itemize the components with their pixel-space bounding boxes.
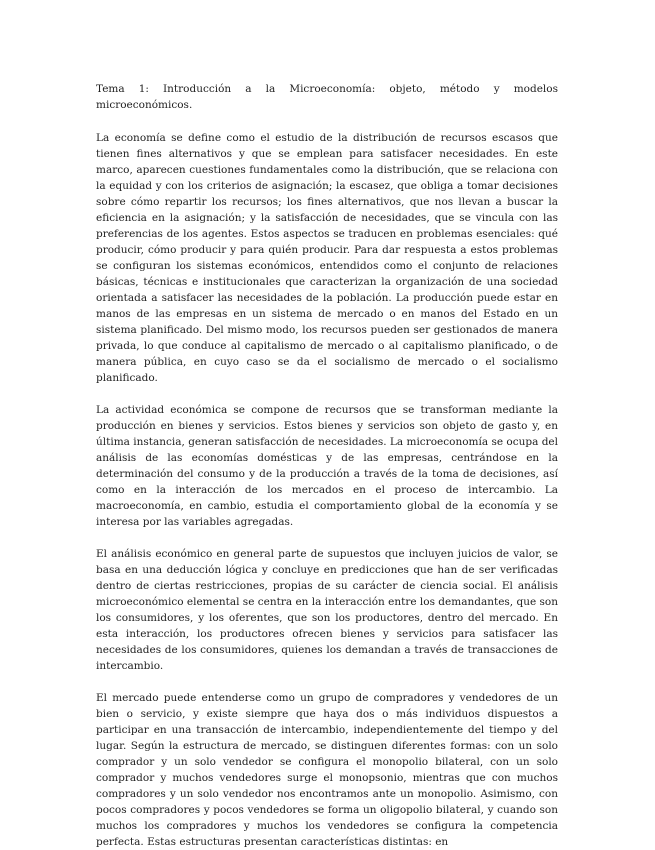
document-body bbox=[96, 81, 558, 850]
document-title: Tema 1: Introducción a la Microeconomía: objeto, método y modelos microeconómicos. bbox=[96, 83, 558, 111]
paragraph-economia-definicion: La economía se define como el estudio de la distribución de recursos escasos que tienen fines alternativos y que se emplean para satisfacer necesidades. En este marco, aparecen cuestiones fundamentales como la distribución, que se relaciona con la equidad y con los criterios de asignación; la escasez, que obliga a tomar decisiones sobre cómo repartir los recursos; los fines alternativos, que nos llevan a buscar la eficiencia en la asignación; y la satisfacción de necesidades, que se vincula con las preferencias de los agentes. Estos aspectos se traducen en problemas esenciales: qué producir, cómo producir y para quién producir. Para dar respuesta a estos problemas se configuran los sistemas económicos, entendidos como el conjunto de relaciones básicas, técnicas e institucionales que caracterizan la organización de una sociedad orientada a satisfacer las necesidades de la población. La producción puede estar en manos de las empresas en un sistema de mercado o en manos del Estado en un sistema planificado. Del mismo modo, los recursos pueden ser gestionados de manera privada, lo que conduce al capitalismo de mercado o al capitalismo planificado, o de manera pública, en cuyo caso se da el socialismo de mercado o el socialismo planificado. bbox=[96, 132, 558, 384]
paragraph-actividad-economica: La actividad económica se compone de recursos que se transforman mediante la producción en bienes y servicios. Estos bienes y servicios son objeto de gasto y, en última instancia, generan satisfacción de necesidades. La microeconomía se ocupa del análisis de las economías domésticas y de las empresas, centrándose en la determinación del consumo y de la producción a través de la toma de decisiones, así como en la interacción de los mercados en el proceso de intercambio. La macroeconomía, en cambio, estudia el comportamiento global de la economía y se interesa por las variables agregadas. bbox=[96, 404, 558, 528]
paragraph-analisis-economico: El análisis económico en general parte de supuestos que incluyen juicios de valor, se basa en una deducción lógica y concluye en predicciones que han de ser verificadas dentro de ciertas restricciones, propias de su carácter de ciencia social. El análisis microeconómico elemental se centra en la interacción entre los demandantes, que son los consumidores, y los oferentes, que son los productores, dentro del mercado. En esta interacción, los productores ofrecen bienes y servicios para satisfacer las necesidades de los consumidores, quienes los demandan a través de transacciones de intercambio. bbox=[96, 548, 558, 672]
paragraph-mercado: El mercado puede entenderse como un grupo de compradores y vendedores de un bien o servicio, y existe siempre que haya dos o más individuos dispuestos a participar en una transacción de intercambio, independientemente del tiempo y del lugar. Según la estructura de mercado, se distinguen diferentes formas: con un solo comprador y un solo vendedor se configura el monopolio bilateral, con un solo comprador y muchos vendedores surge el monopsonio, mientras que con muchos compradores y un solo vendedor nos encontramos ante un monopolio. Asimismo, con pocos compradores y pocos vendedores se forma un oligopolio bilateral, y cuando son muchos los compradores y muchos los vendedores se configura la competencia perfecta. Estas estructuras presentan características distintas: en bbox=[96, 692, 558, 848]
